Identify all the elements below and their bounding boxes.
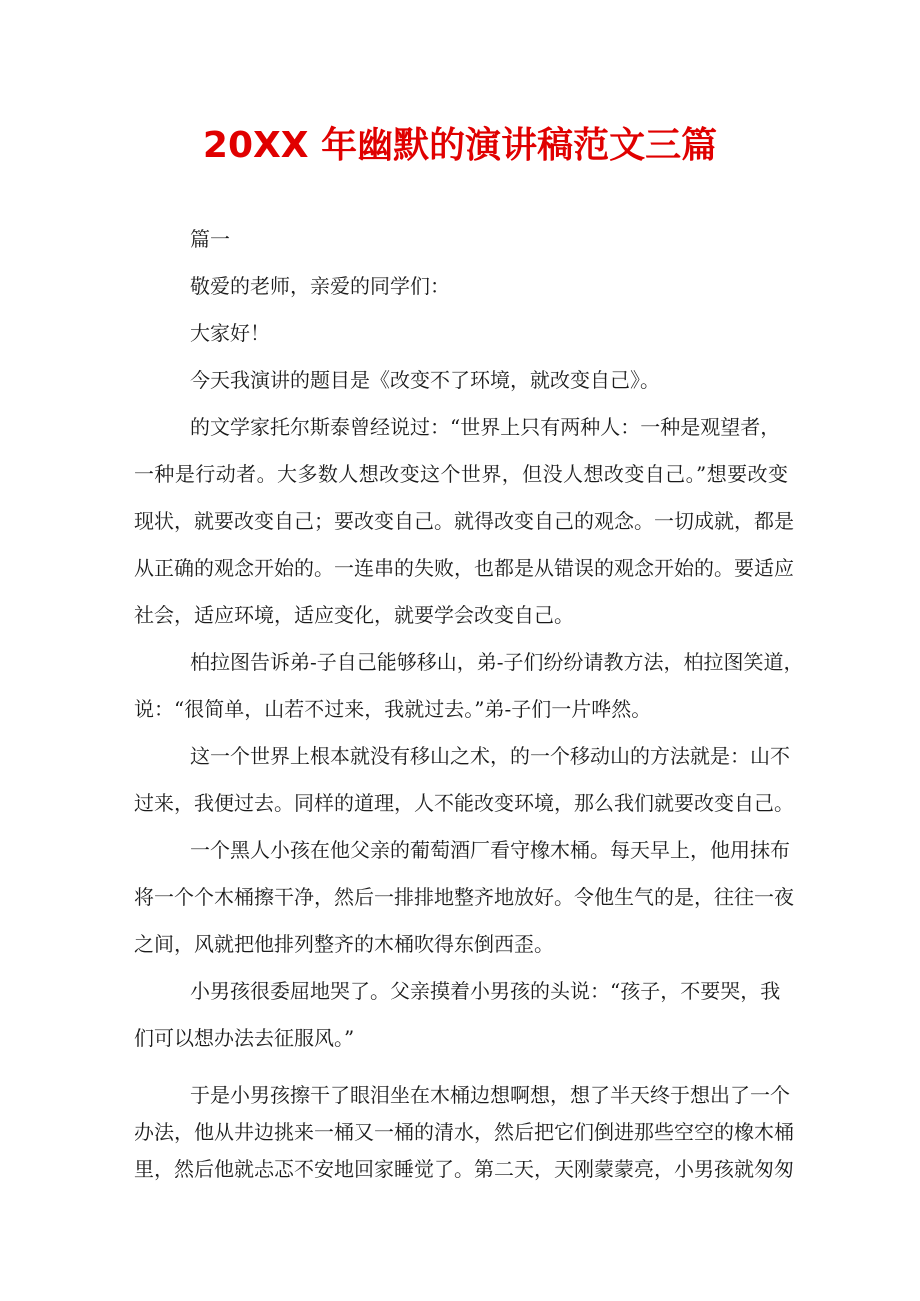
section-heading: 篇一: [190, 227, 230, 251]
paragraph-line: 社会，适应环境，适应变化，就要学会改变自己。: [134, 603, 574, 627]
paragraph-line: 这一个世界上根本就没有移山之术，的一个移动山的方法就是：山不: [190, 744, 790, 768]
paragraph-line: 于是小男孩擦干了眼泪坐在木桶边想啊想，想了半天终于想出了一个: [190, 1083, 790, 1107]
greeting-line: 大家好！: [190, 321, 270, 345]
paragraph-line: 一种是行动者。大多数人想改变这个世界，但没人想改变自己。”想要改变: [134, 462, 788, 486]
paragraph-line: 之间，风就把他排列整齐的木桶吹得东倒西歪。: [134, 932, 554, 956]
paragraph-line: 一个黑人小孩在他父亲的葡萄酒厂看守橡木桶。每天早上，他用抹布: [190, 838, 790, 862]
paragraph-line: 的文学家托尔斯泰曾经说过：“世界上只有两种人：一种是观望者，: [190, 415, 781, 439]
paragraph-line: 现状，就要改变自己；要改变自己。就得改变自己的观念。一切成就，都是: [134, 509, 794, 533]
paragraph-line: 过来，我便过去。同样的道理，人不能改变环境，那么我们就要改变自己。: [134, 791, 794, 815]
paragraph-line: 柏拉图告诉弟-子自己能够移山，弟-子们纷纷请教方法，柏拉图笑道，: [190, 650, 804, 674]
topic-line: 今天我演讲的题目是《改变不了环境，就改变自己》。: [190, 368, 660, 392]
paragraph-line: 里，然后他就忐忑不安地回家睡觉了。第二天，天刚蒙蒙亮，小男孩就匆匆: [134, 1157, 794, 1181]
paragraph-line: 将一个个木桶擦干净，然后一排排地整齐地放好。令他生气的是，往往一夜: [134, 885, 794, 909]
paragraph-line: 们可以想办法去征服风。”: [134, 1026, 355, 1050]
salutation-line: 敬爱的老师，亲爱的同学们：: [190, 274, 450, 298]
document-title: 20XX 年幽默的演讲稿范文三篇: [202, 125, 718, 166]
paragraph-line: 说：“很简单，山若不过来，我就过去。”弟-子们一片哗然。: [134, 697, 652, 721]
paragraph-line: 从正确的观念开始的。一连串的失败，也都是从错误的观念开始的。要适应: [134, 556, 794, 580]
paragraph-line: 办法，他从井边挑来一桶又一桶的清水，然后把它们倒进那些空空的橡木桶: [134, 1120, 794, 1144]
paragraph-line: 小男孩很委屈地哭了。父亲摸着小男孩的头说：“孩子，不要哭，我: [190, 979, 781, 1003]
